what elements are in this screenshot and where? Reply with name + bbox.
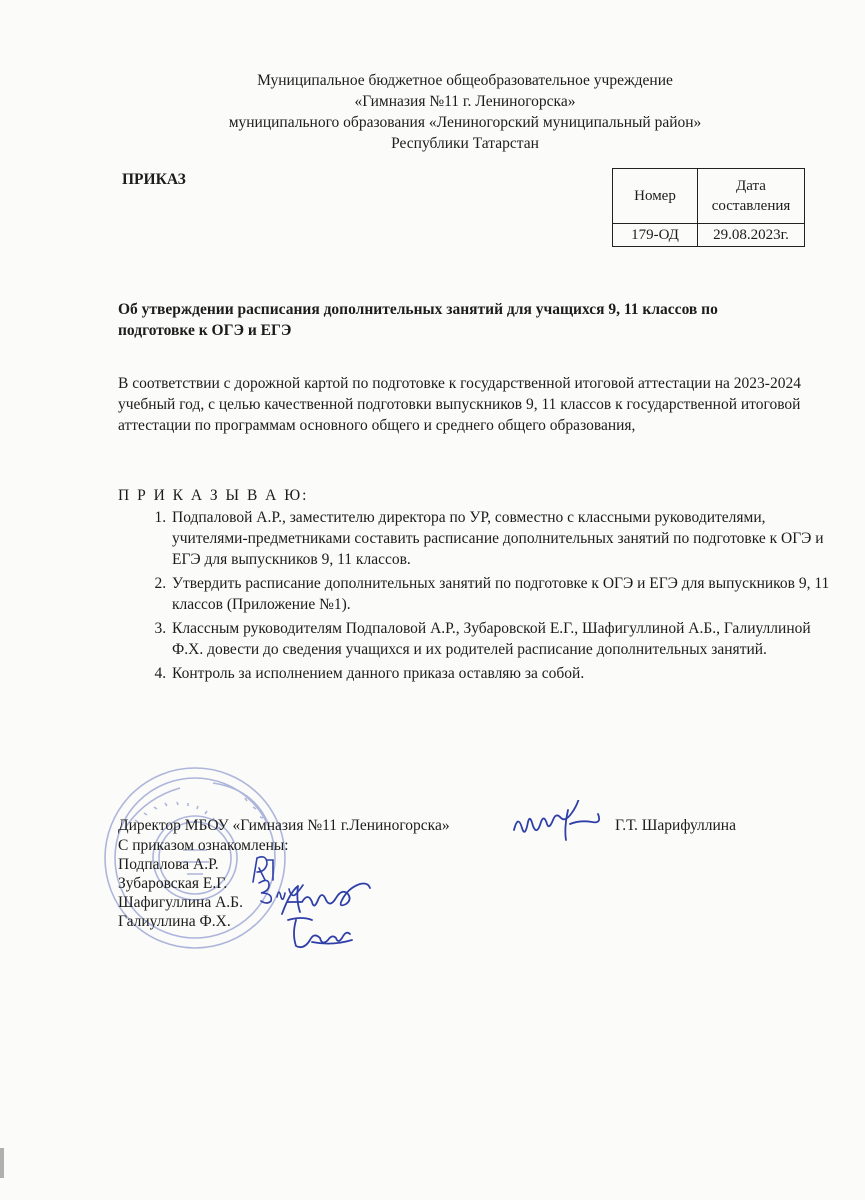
order-number-table [612,168,805,247]
institution-header [0,70,865,154]
acknowledged-name: Зубаровская Е.Г. [118,875,228,892]
order-number: 179-ОД [613,224,698,247]
acknowledgement-title: С приказом ознакомлены: [118,837,289,854]
signature-galiullina [282,912,362,952]
order-items-list [118,507,830,687]
document-type: ПРИКАЗ [122,171,186,188]
order-subject: Об утверждении расписания дополнительных занятий для учащихся 9, 11 классов по подготовке к ОГЭ и ЕГЭ [118,301,718,339]
order-item: 1. Подпаловой А.Р., заместителю директора по УР, совместно с классными руководителями, учителями-предметниками составить расписание дополнительных занятий по подготовке к ОГЭ и ЕГЭ для выпускников 9, 11 классов. [170,507,830,570]
order-item: 4. Контроль за исполнением данного приказа оставляю за собой. [170,663,830,684]
acknowledged-name: Галиуллина Ф.Х. [118,913,231,930]
header-line-3: муниципального образования «Лениногорский муниципальный район» [228,114,702,131]
director-position: Директор МБОУ «Гимназия №11 г.Лениногорска» [118,817,450,834]
header-line-2: «Гимназия №11 г. Лениногорска» [354,93,576,110]
order-date: 29.08.2023г. [698,224,805,247]
decree-word: П Р И К А З Ы В А Ю: [118,487,309,504]
director-name: Г.Т. Шарифуллина [615,817,736,834]
preamble-paragraph: В соответствии с дорожной картой по подготовке к государственной итоговой аттестации на 2023-2024 учебный год, с целью качественной подготовки выпускников 9, 11 классов к государственной итоговой аттестации по программам основного общего и среднего общего образования, [118,375,801,434]
acknowledged-name: Шафигуллина А.Б. [118,894,243,911]
header-line-1: Муниципальное бюджетное общеобразовательное учреждение [257,72,673,89]
scan-edge-mark [0,1148,4,1178]
acknowledged-name: Подпалова А.Р. [118,856,219,873]
order-item: 3. Классным руководителям Подпаловой А.Р., Зубаровской Е.Г., Шафигуллиной А.Б., Галиуллиной Ф.Х. довести до сведения учащихся и их родителей расписание дополнительных занятий. [170,618,830,660]
director-signature-image [508,800,608,846]
date-header-line-1: Дата [736,178,766,194]
header-line-4: Республики Татарстан [391,135,539,152]
date-header [698,169,805,224]
order-item: 2. Утвердить расписание дополнительных занятий по подготовке к ОГЭ и ЕГЭ для выпускников 9, 11 классов (Приложение №1). [170,573,830,615]
number-header: Номер [613,169,698,224]
date-header-line-2: составления [711,198,791,214]
